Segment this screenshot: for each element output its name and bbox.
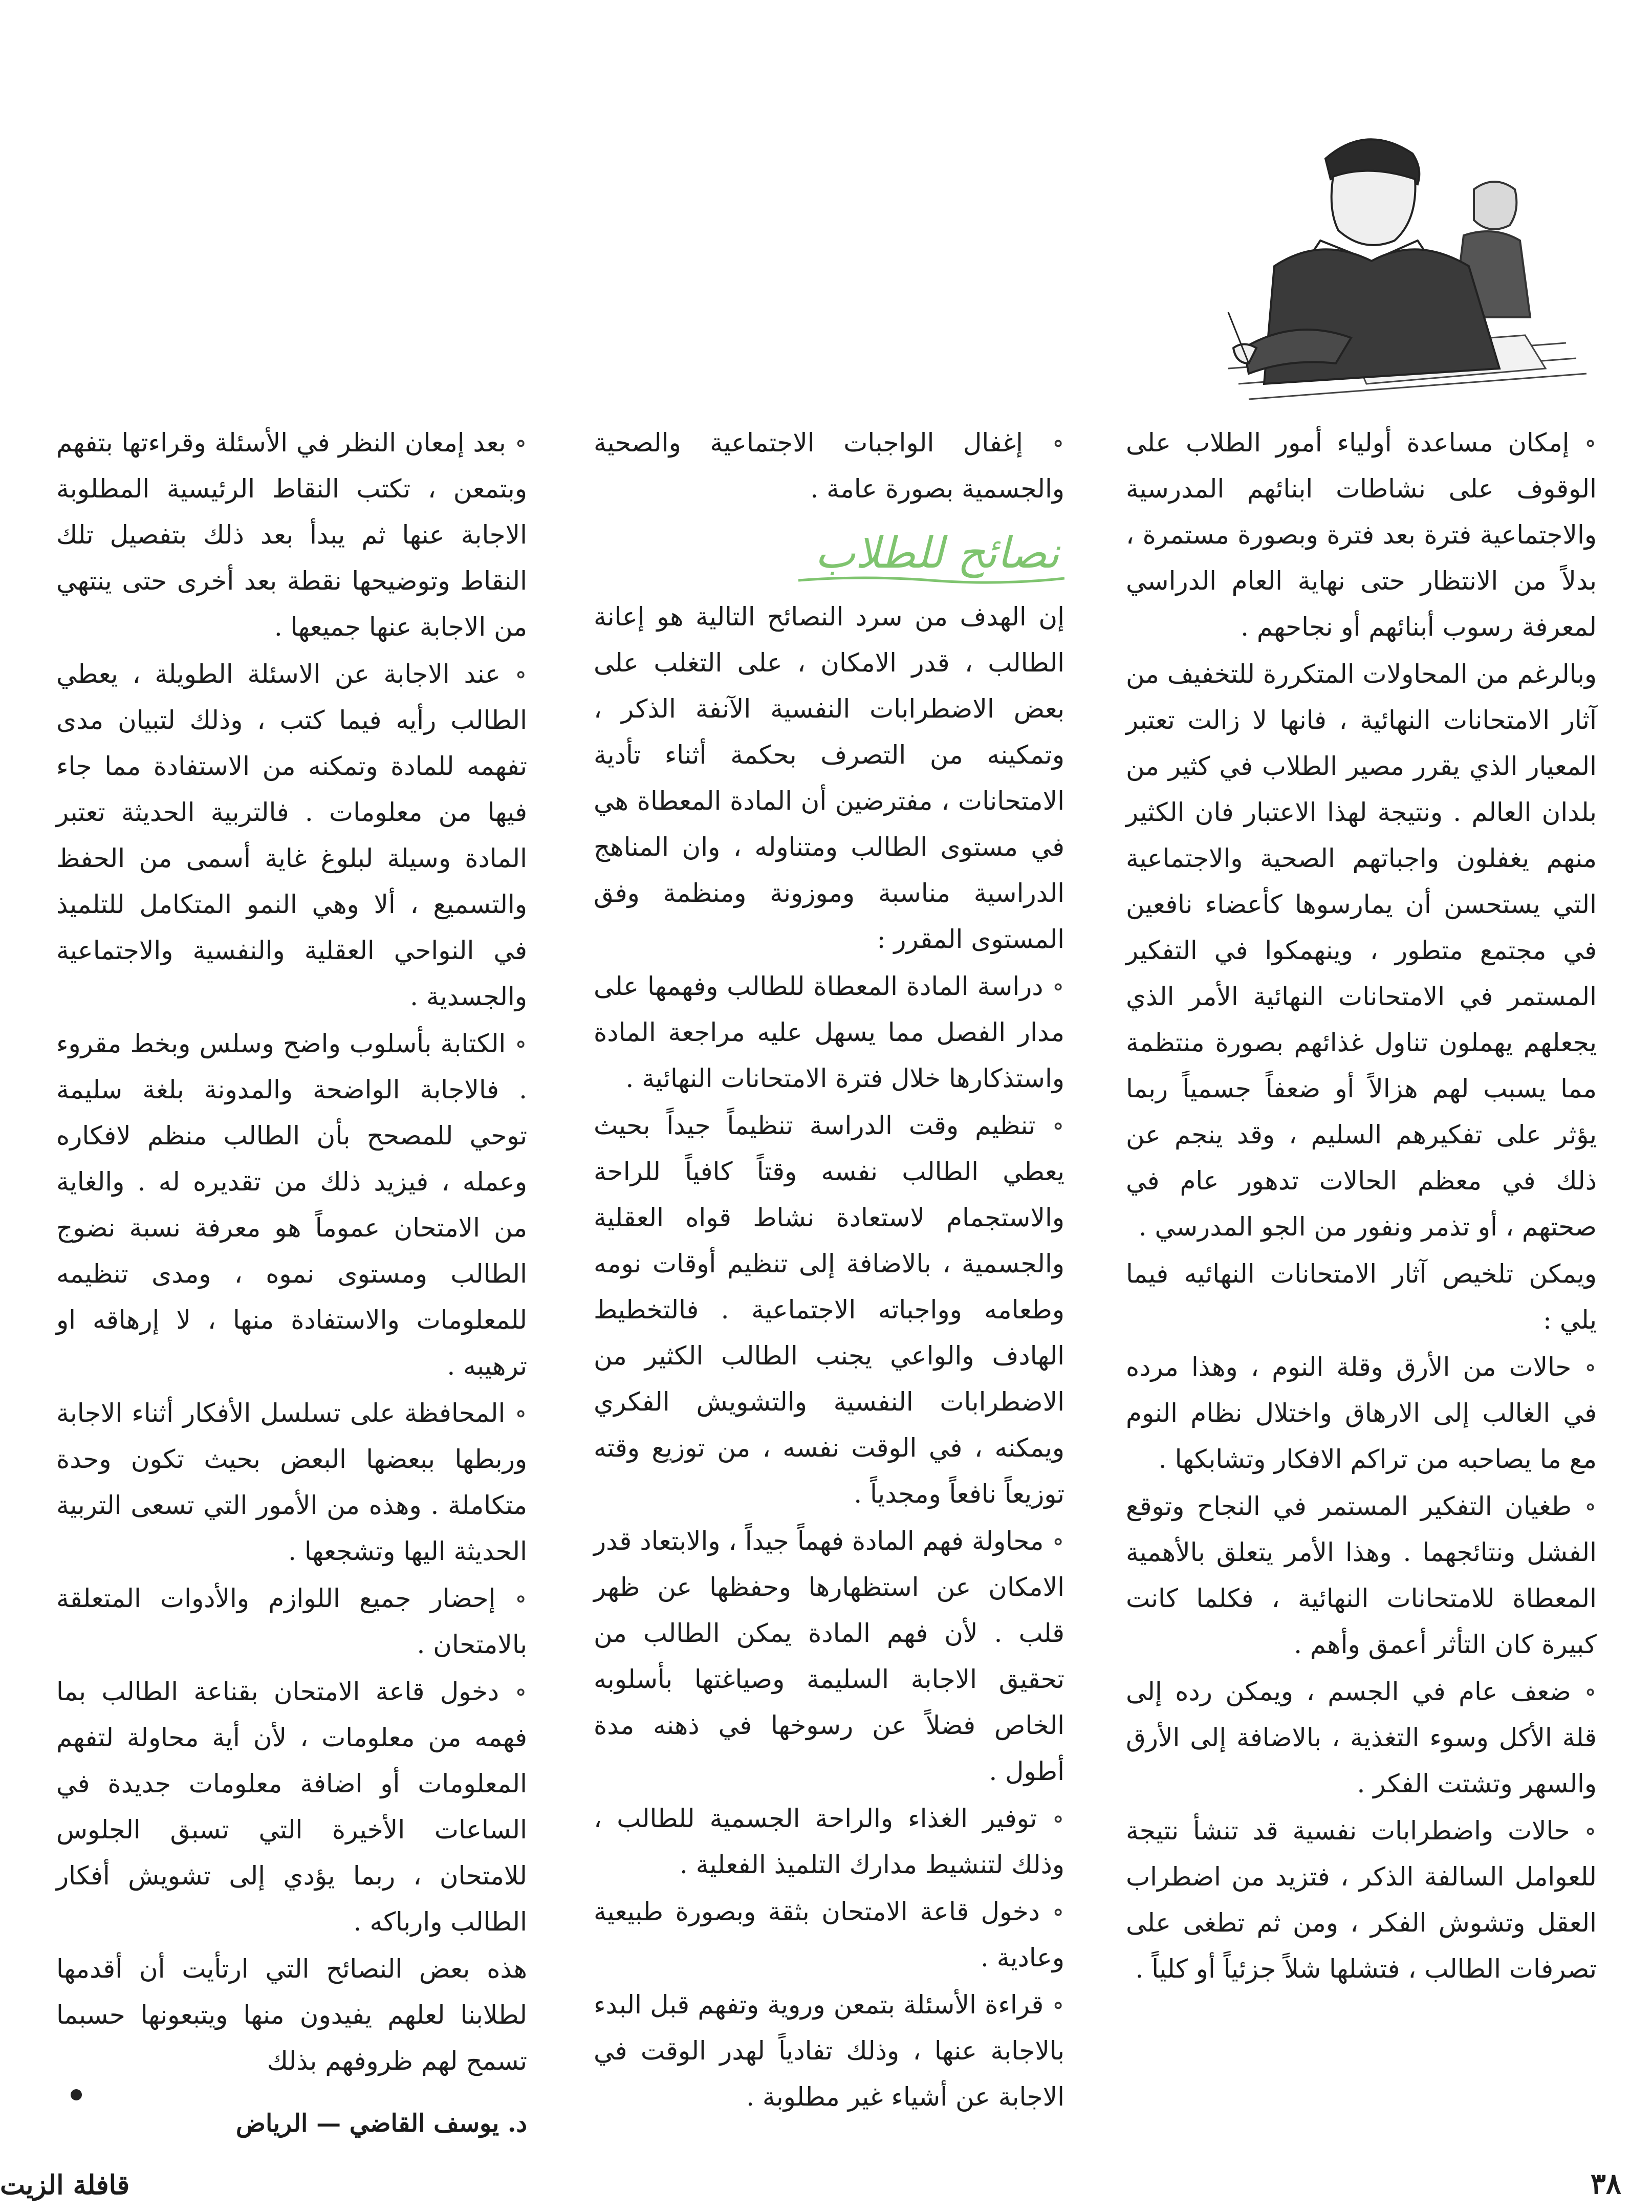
list-item: ∘ حالات من الأرق وقلة النوم ، وهذا مرده في الغالب إلى الارهاق واختلال نظام النوم مع ما يصاحبه من تراكم الافكار وتشابكها . <box>1126 1344 1597 1482</box>
list-item: ∘ دخول قاعة الامتحان بثقة وبصورة طبيعية وعادية . <box>594 1889 1064 1981</box>
list-item: ∘ محاولة فهم المادة فهماً جيداً ، والابتعاد قدر الامكان عن استظهارها وحفظها عن ظهر قلب . لأن فهم المادة يمكن الطالب من تحقيق الاجابة السليمة وصياغتها بأسلوبه الخاص فضلاً عن رسوخها في ذهنه مدة أطول . <box>594 1518 1064 1794</box>
list-item: ∘ دخول قاعة الامتحان بقناعة الطالب بما فهمه من معلومات ، لأن أية محاولة لتفهم المعلومات أو اضافة معلومات جديدة في الساعات الأخيرة التي تسبق الجلوس للامتحان ، ربما يؤدي إلى تشويش أفكار الطالب وارباكه . <box>56 1668 527 1945</box>
list-item: ∘ حالات واضطرابات نفسية قد تنشأ نتيجة للعوامل السالفة الذكر ، فتزيد من اضطراب العقل وتشوش الفكر ، ومن ثم تطغى على تصرفات الطالب ، فتشلها شلاً جزئياً أو كلياً . <box>1126 1808 1597 1992</box>
paragraph: إن الهدف من سرد النصائح التالية هو إعانة الطالب ، قدر الامكان ، على التغلب على بعض الاضطرابات النفسية الآنفة الذكر ، وتمكينه من التصرف بحكمة أثناء تأدية الامتحانات ، مفترضين أن المادة المعطاة هي في مستوى الطالب ومتناوله ، وان المناهج الدراسية مناسبة وموزونة ومنظمة وفق المستوى المقرر : <box>594 602 1064 954</box>
closing-paragraph: هذه بعض النصائح التي ارتأيت أن أقدمها لطلابنا لعلهم يفيدون منها ويتبعونها حسبما تسمح لهم ظروفهم بذلك <box>56 1954 527 2076</box>
student-writing-illustration <box>1198 128 1597 415</box>
paragraph: ويمكن تلخيص آثار الامتحانات النهائيه فيما يلي : <box>1126 1259 1597 1335</box>
magazine-name: قافلة الزيت <box>0 2170 130 2201</box>
paragraph: ∘ إمكان مساعدة أولياء أمور الطلاب على الوقوف على نشاطات ابنائهم المدرسية والاجتماعية فترة بعد فترة وبصورة مستمرة ، بدلاً من الانتظار حتى نهاية العام الدراسي لمعرفة رسوب أبنائهم أو نجاحهم . <box>1126 420 1597 650</box>
author-signature: د. يوسف القاضي — الرياض <box>235 2109 527 2138</box>
list-item: ∘ إحضار جميع اللوازم والأدوات المتعلقة بالامتحان . <box>56 1575 527 1667</box>
list-item: ∘ قراءة الأسئلة بتمعن وروية وتفهم قبل البدء بالاجابة عنها ، وذلك تفادياً لهدر الوقت في الاجابة عن أشياء غير مطلوبة . <box>594 1982 1064 2120</box>
page-number: ٣٨ <box>1590 2167 1621 2201</box>
left-column <box>56 420 527 2148</box>
list-item: ∘ عند الاجابة عن الاسئلة الطويلة ، يعطي الطالب رأيه فيما كتب ، وذلك لتبيان مدى تفهمه للمادة وتمكنه من الاستفادة مما جاء فيها من معلومات . فالتربية الحديثة تعتبر المادة وسيلة لبلوغ غاية أسمى من الحفظ والتسميع ، ألا وهي النمو المتكامل للتلميذ في النواحي العقلية والنفسية والاجتماعية والجسدية . <box>56 651 527 1020</box>
list-item: ∘ المحافظة على تسلسل الأفكار أثناء الاجابة وربطها ببعضها البعض بحيث تكون وحدة متكاملة . وهذه من الأمور التي تسعى التربية الحديثة اليها وتشجعها . <box>56 1390 527 1574</box>
paragraph: ∘ إغفال الواجبات الاجتماعية والصحية والجسمية بصورة عامة . <box>594 420 1064 512</box>
middle-column <box>594 420 1064 2121</box>
list-item: ∘ تنظيم وقت الدراسة تنظيماً جيداً بحيث يعطي الطالب نفسه وقتاً كافياً للراحة والاستجمام لاستعادة نشاط قواه العقلية والجسمية ، بالاضافة إلى تنظيم أوقات نومه وطعامه وواجباته الاجتماعية . فالتخطيط الهادف والواعي يجنب الطالب الكثير من الاضطرابات النفسية والتشويش الفكري ويمكنه ، في الوقت نفسه ، من توزيع وقته توزيعاً نافعاً ومجدياً . <box>594 1102 1064 1517</box>
section-title: نصائح للطلاب <box>815 528 1059 578</box>
list-item: ∘ ضعف عام في الجسم ، ويمكن رده إلى قلة الأكل وسوء التغذية ، بالاضافة إلى الأرق والسهر وتشتت الفكر . <box>1126 1668 1597 1807</box>
list-item: ∘ بعد إمعان النظر في الأسئلة وقراءتها بتفهم وبتمعن ، تكتب النقاط الرئيسية المطلوبة الاجابة عنها ثم يبدأ بعد ذلك بتفصيل تلك النقاط وتوضيحها نقطة بعد أخرى حتى ينتهي من الاجابة عنها جميعها . <box>56 420 527 650</box>
list-item: ∘ طغيان التفكير المستمر في النجاح وتوقع الفشل ونتائجهما . وهذا الأمر يتعلق بالأهمية المعطاة للامتحانات النهائية ، فكلما كانت كبيرة كان التأثر أعمق وأهم . <box>1126 1483 1597 1667</box>
list-item: ∘ توفير الغذاء والراحة الجسمية للطالب ، وذلك لتنشيط مدارك التلميذ الفعلية . <box>594 1795 1064 1888</box>
student-writing-icon <box>1198 128 1597 415</box>
paragraph: وبالرغم من المحاولات المتكررة للتخفيف من آثار الامتحانات النهائية ، فانها لا زالت تعتبر المعيار الذي يقرر مصير الطلاب في كثير من بلدان العالم . ونتيجة لهذا الاعتبار فان الكثير منهم يغفلون واجباتهم الصحية والاجتماعية التي يستحسن أن يمارسوها كأعضاء نافعين في مجتمع متطور ، وينهمكوا في التفكير المستمر في الامتحانات النهائية الأمر الذي يجعلهم يهملون تناول غذائهم بصورة منتظمة مما يسبب لهم هزالاً أو ضعفاً جسمياً ربما يؤثر على تفكيرهم السليم ، وقد ينجم عن ذلك في معظم الحالات تدهور عام في صحتهم ، أو تذمر ونفور من الجو المدرسي . <box>1126 659 1597 1242</box>
list-item: ∘ الكتابة بأسلوب واضح وسلس وبخط مقروء . فالاجابة الواضحة والمدونة بلغة سليمة توحي للمصحح بأن الطالب منظم لافكاره وعمله ، فيزيد ذلك من تقديره له . والغاية من الامتحان عموماً هو معرفة نسبة نضوج الطالب ومستوى نموه ، ومدى تنظيمه للمعلومات والاستفادة منها ، لا إرهاقه او ترهيبه . <box>56 1021 527 1389</box>
list-item: ∘ دراسة المادة المعطاة للطالب وفهمها على مدار الفصل مما يسهل عليه مراجعة المادة واستذكارها خلال فترة الامتحانات النهائية . <box>594 963 1064 1101</box>
end-mark-icon <box>71 2089 82 2100</box>
right-column <box>1126 420 1597 1993</box>
